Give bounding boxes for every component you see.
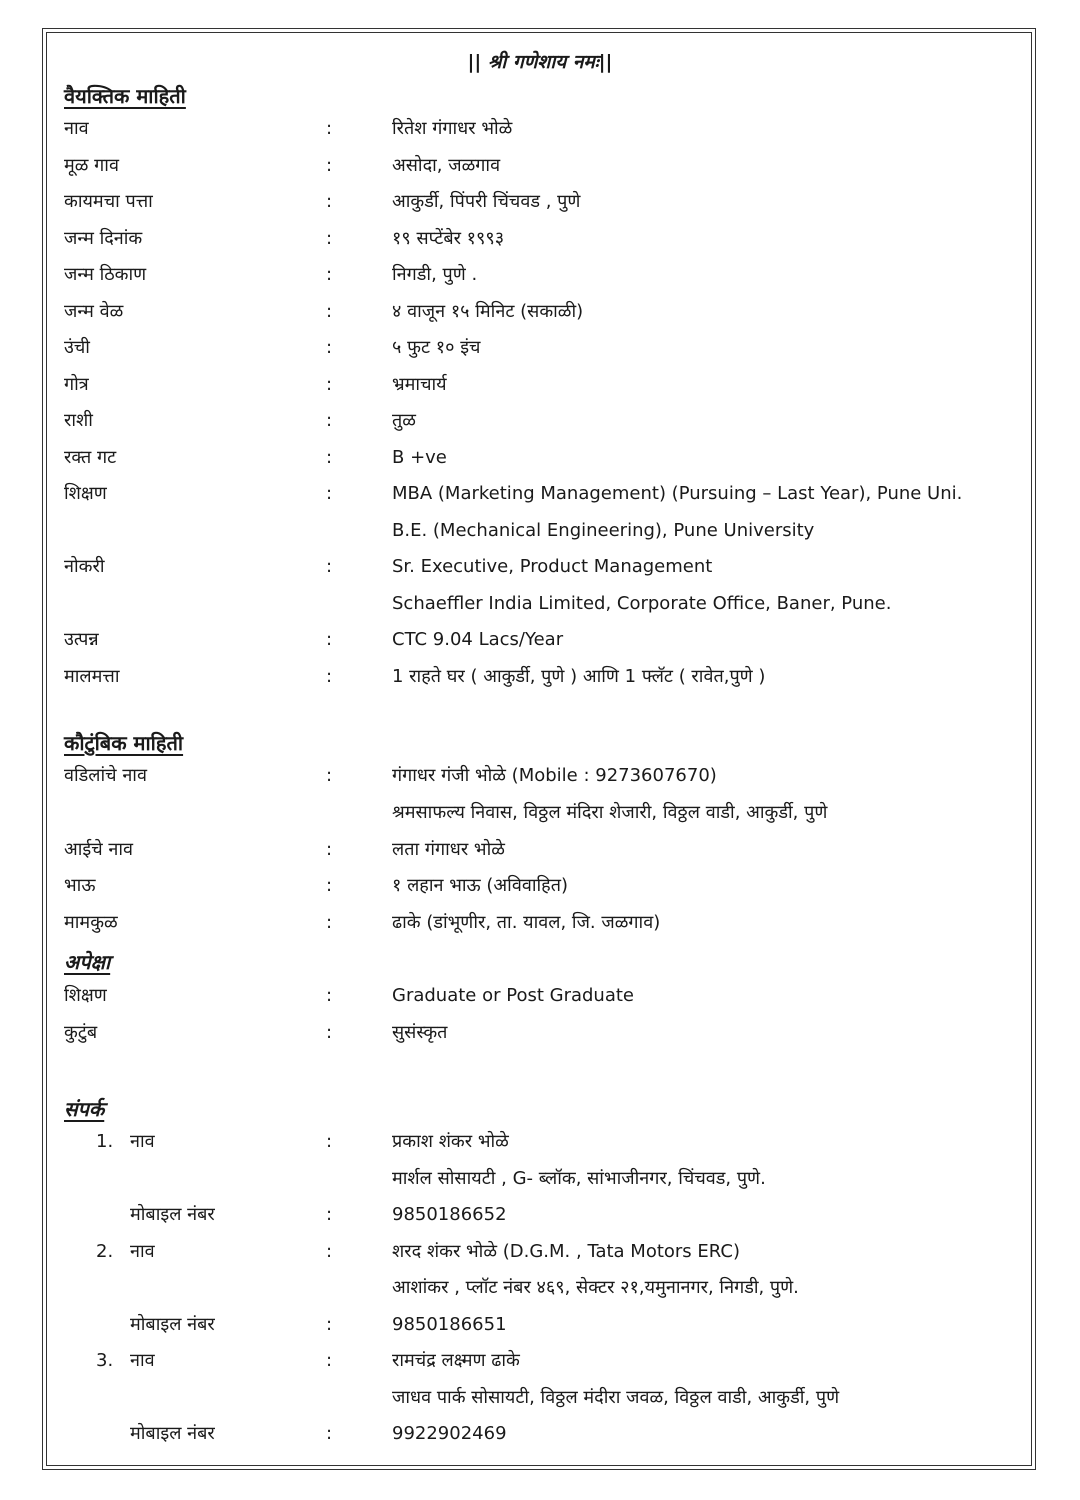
field-colon: : xyxy=(326,1021,333,1043)
field-label: शिक्षण xyxy=(64,483,107,504)
field-colon: : xyxy=(326,985,333,1006)
field-colon: : xyxy=(326,1423,333,1444)
personal-row xyxy=(0,406,1080,436)
contact-number: 1. xyxy=(96,1131,114,1152)
field-label: मालमत्ता xyxy=(64,665,120,687)
field-colon: : xyxy=(326,227,333,249)
contact-row xyxy=(0,1200,1080,1230)
field-value: १९ सप्टेंबेर १९९३ xyxy=(392,227,505,249)
family-row xyxy=(0,798,1080,828)
field-colon: : xyxy=(326,191,333,212)
field-value: सुसंस्कृत xyxy=(392,1021,448,1043)
contact-mobile: 9850186651 xyxy=(392,1313,507,1335)
field-value: B.E. (Mechanical Engineering), Pune University xyxy=(392,519,815,541)
family-row xyxy=(0,761,1080,791)
expectation-row xyxy=(0,981,1080,1011)
section-heading-personal: वैयक्तिक माहिती xyxy=(64,84,186,108)
personal-row xyxy=(0,516,1080,546)
personal-row xyxy=(0,370,1080,400)
field-label: नाव xyxy=(64,118,89,139)
field-colon: : xyxy=(326,838,333,860)
contact-row xyxy=(0,1310,1080,1340)
field-label: मोबाइल नंबर xyxy=(130,1313,215,1335)
personal-row xyxy=(0,443,1080,473)
contact-row xyxy=(0,1237,1080,1267)
field-value: श्रमसाफल्य निवास, विठ्ठल मंदिरा शेजारी, विठ्ठल वाडी, आकुर्डी, पुणे xyxy=(392,801,828,823)
section-heading-family: कौटुंबिक माहिती xyxy=(64,731,184,755)
field-colon: : xyxy=(326,154,333,176)
field-value: १ लहान भाऊ (अविवाहित) xyxy=(392,875,569,897)
contact-address: आशांकर , प्लॉट नंबर ४६९, सेक्टर २१,यमुनानगर, निगडी, पुणे. xyxy=(392,1277,799,1298)
field-label: जन्म वेळ xyxy=(64,300,124,322)
field-value: ४ वाजून १५ मिनिट (सकाळी) xyxy=(392,300,584,322)
family-row xyxy=(0,871,1080,901)
field-value: गंगाधर गंजी भोळे (Mobile : 9273607670) xyxy=(392,765,717,786)
personal-row xyxy=(0,662,1080,692)
field-label: जन्म दिनांक xyxy=(64,227,143,249)
field-value: ५ फुट १० इंच xyxy=(392,337,481,358)
contact-number: 2. xyxy=(96,1240,114,1262)
field-colon: : xyxy=(326,1204,333,1225)
field-colon: : xyxy=(326,446,333,468)
personal-row xyxy=(0,187,1080,217)
contact-row xyxy=(0,1346,1080,1376)
personal-row xyxy=(0,333,1080,363)
field-value: MBA (Marketing Management) (Pursuing – Last Year), Pune Uni. xyxy=(392,483,963,504)
field-value: 1 राहते घर ( आकुर्डी, पुणे ) आणि 1 फ्लॅट ( रावेत,पुणे ) xyxy=(392,665,766,687)
field-colon: : xyxy=(326,300,333,322)
field-value: Sr. Executive, Product Management xyxy=(392,556,713,577)
field-label: जन्म ठिकाण xyxy=(64,264,147,285)
contact-mobile: 9850186652 xyxy=(392,1204,507,1225)
section-heading-contact: संपर्क xyxy=(64,1097,105,1121)
field-label: भाऊ xyxy=(64,875,96,897)
field-label: उत्पन्न xyxy=(64,629,99,650)
personal-row xyxy=(0,224,1080,254)
personal-row xyxy=(0,297,1080,327)
field-colon: : xyxy=(326,875,333,897)
field-label: कुटुंब xyxy=(64,1021,98,1043)
field-colon: : xyxy=(326,1240,333,1262)
personal-row xyxy=(0,625,1080,655)
contact-name: शरद शंकर भोळे (D.G.M. , Tata Motors ERC) xyxy=(392,1240,740,1262)
field-label: नाव xyxy=(130,1240,155,1262)
personal-row xyxy=(0,114,1080,144)
field-label: मोबाइल नंबर xyxy=(130,1423,215,1444)
field-label: गोत्र xyxy=(64,373,89,395)
field-label: वडिलांचे नाव xyxy=(64,765,147,786)
family-row xyxy=(0,908,1080,938)
field-value: रितेश गंगाधर भोळे xyxy=(392,118,513,139)
field-value: Graduate or Post Graduate xyxy=(392,985,634,1006)
field-label: उंची xyxy=(64,337,90,358)
field-colon: : xyxy=(326,264,333,285)
contact-mobile: 9922902469 xyxy=(392,1423,507,1444)
field-label: मामकुळ xyxy=(64,912,118,933)
personal-row xyxy=(0,552,1080,582)
contact-name: रामचंद्र लक्ष्मण ढाके xyxy=(392,1350,520,1371)
field-value: लता गंगाधर भोळे xyxy=(392,838,505,860)
personal-row xyxy=(0,479,1080,509)
field-colon: : xyxy=(326,1131,333,1152)
field-value: CTC 9.04 Lacs/Year xyxy=(392,629,564,650)
expectation-row xyxy=(0,1018,1080,1048)
field-label: मूळ गाव xyxy=(64,154,119,176)
field-label: कायमचा पत्ता xyxy=(64,191,153,212)
field-value: निगडी, पुणे . xyxy=(392,264,478,285)
contact-address: जाधव पार्क सोसायटी, विठ्ठल मंदीरा जवळ, विठ्ठल वाडी, आकुर्डी, पुणे xyxy=(392,1386,840,1408)
section-heading-expectation: अपेक्षा xyxy=(64,950,111,974)
field-colon: : xyxy=(326,1350,333,1371)
contact-address: मार्शल सोसायटी , G- ब्लॉक, सांभाजीनगर, चिंचवड, पुणे. xyxy=(392,1167,766,1189)
field-colon: : xyxy=(326,410,333,431)
field-colon: : xyxy=(326,912,333,933)
field-value: B +ve xyxy=(392,446,447,468)
page-title: || श्री गणेशाय नमः|| xyxy=(467,51,613,73)
field-colon: : xyxy=(326,118,333,139)
field-colon: : xyxy=(326,665,333,687)
field-colon: : xyxy=(326,483,333,504)
field-value: ढाके (डांभूणीर, ता. यावल, जि. जळगाव) xyxy=(392,912,661,933)
personal-row xyxy=(0,151,1080,181)
field-colon: : xyxy=(326,556,333,577)
field-colon: : xyxy=(326,765,333,786)
field-colon: : xyxy=(326,1313,333,1335)
field-value: असोदा, जळगाव xyxy=(392,154,501,176)
field-colon: : xyxy=(326,337,333,358)
field-value: Schaeffler India Limited, Corporate Office, Baner, Pune. xyxy=(392,592,892,614)
field-colon: : xyxy=(326,629,333,650)
contact-number: 3. xyxy=(96,1350,114,1371)
contact-row xyxy=(0,1383,1080,1413)
personal-row xyxy=(0,589,1080,619)
field-label: आईचे नाव xyxy=(64,838,134,860)
contact-row xyxy=(0,1273,1080,1303)
contact-row xyxy=(0,1127,1080,1157)
field-label: राशी xyxy=(64,410,93,431)
contact-row xyxy=(0,1419,1080,1449)
field-label: मोबाइल नंबर xyxy=(130,1204,215,1225)
field-label: नोकरी xyxy=(64,556,105,577)
field-colon: : xyxy=(326,373,333,395)
field-value: भ्रमाचार्य xyxy=(392,373,447,395)
contact-row xyxy=(0,1164,1080,1194)
field-value: आकुर्डी, पिंपरी चिंचवड , पुणे xyxy=(392,191,581,212)
personal-row xyxy=(0,260,1080,290)
field-label: शिक्षण xyxy=(64,985,107,1006)
family-row xyxy=(0,835,1080,865)
field-label: नाव xyxy=(130,1131,155,1152)
field-label: रक्त गट xyxy=(64,446,117,468)
field-label: नाव xyxy=(130,1350,155,1371)
field-value: तुळ xyxy=(392,410,416,431)
contact-name: प्रकाश शंकर भोळे xyxy=(392,1131,509,1152)
